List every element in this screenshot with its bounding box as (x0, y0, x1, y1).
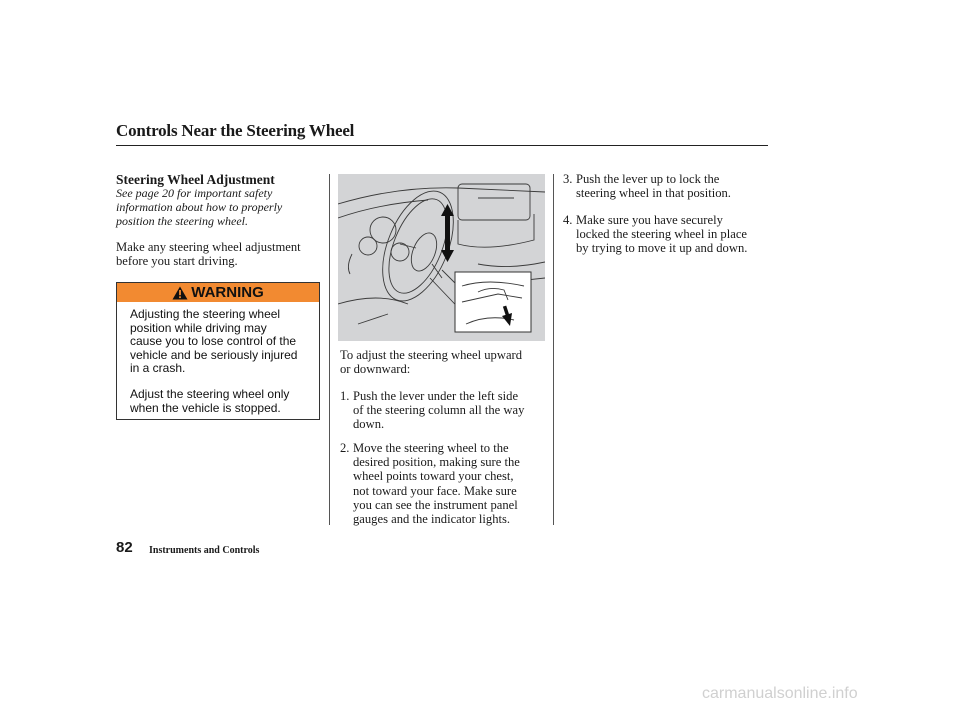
warning-paragraph-1 (130, 308, 315, 376)
step-number: 4. (563, 213, 573, 227)
step-line: gauges and the indicator lights. (353, 512, 511, 527)
warning-line: Adjust the steering wheel only (130, 387, 290, 401)
safety-note (116, 186, 316, 228)
warning-line: cause you to lose control of the (130, 334, 297, 348)
warning-banner (117, 283, 319, 302)
safety-note-line: See page 20 for important safety (116, 186, 273, 200)
warning-label: WARNING (191, 284, 264, 301)
warning-box (116, 282, 320, 420)
step-line: steering wheel in that position. (576, 186, 731, 201)
step-line: by trying to move it up and down. (576, 241, 748, 256)
step-2 (340, 441, 550, 531)
watermark: carmanualsonline.info (702, 685, 858, 702)
warning-line: when the vehicle is stopped. (130, 400, 281, 415)
title-divider (116, 145, 768, 146)
steering-wheel-illustration (338, 174, 545, 341)
warning-line: Adjusting the steering wheel (130, 307, 281, 321)
step-line: Move the steering wheel to the (353, 441, 509, 455)
step-3 (563, 172, 773, 204)
step-line: desired position, making sure the (353, 455, 520, 470)
footer-section-label: Instruments and Controls (149, 545, 260, 556)
step-line: of the steering column all the way (353, 403, 525, 418)
step-line: Push the lever under the left side (353, 389, 519, 403)
step-1 (340, 389, 550, 435)
step-number: 3. (563, 172, 573, 186)
warning-line: in a crash. (130, 361, 186, 375)
intro-line: Make any steering wheel adjustment (116, 240, 301, 254)
step-line: Push the lever up to lock the (576, 172, 720, 186)
warning-line: vehicle and be seriously injured (130, 347, 298, 362)
step-line: not toward your face. Make sure (353, 483, 517, 498)
step-4 (563, 213, 773, 259)
page-title: Controls Near the Steering Wheel (116, 121, 355, 140)
safety-note-line: information about how to properly (116, 200, 283, 214)
intro-paragraph (116, 240, 326, 268)
intro-line: before you start driving. (116, 254, 238, 269)
section-heading: Steering Wheel Adjustment (116, 172, 275, 187)
safety-note-line: position the steering wheel. (116, 214, 248, 228)
step-line: locked the steering wheel in place (576, 227, 747, 242)
warning-line: position while driving may (130, 320, 267, 335)
step-line: you can see the instrument panel (353, 497, 518, 512)
warning-triangle-icon (172, 286, 188, 300)
adjust-intro-line: or downward: (340, 362, 411, 377)
column-divider-right (553, 174, 554, 525)
page-number: 82 (116, 539, 133, 556)
column-divider-left (329, 174, 330, 525)
step-line: wheel points toward your chest, (353, 469, 514, 484)
adjust-intro (340, 348, 550, 376)
adjust-intro-line: To adjust the steering wheel upward (340, 348, 523, 362)
warning-paragraph-2 (130, 388, 315, 415)
step-number: 1. (340, 389, 350, 403)
step-line: Make sure you have securely (576, 213, 723, 227)
step-line: down. (353, 417, 385, 432)
step-number: 2. (340, 441, 350, 455)
